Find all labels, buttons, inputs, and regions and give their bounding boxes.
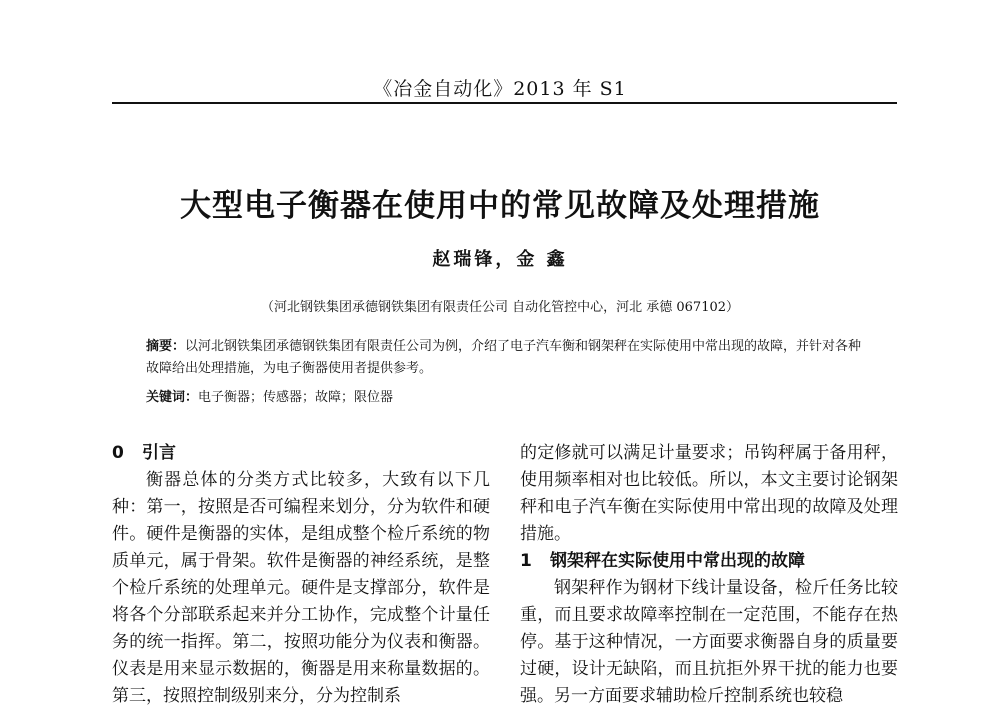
section-1-title: 钢架秤在实际使用中常出现的故障	[550, 551, 805, 571]
intro-paragraph: 衡器总体的分类方式比较多，大致有以下几种：第一，按照是否可编程来划分，分为软件和硬件。硬件是衡器的实体，是组成整个检斤系统的物质单元，属于骨架。软件是衡器的神经系统，是整个检斤系统的处理单元。硬件是支撑部分，软件是将各个分部联系起来并分工协作，完成整个计量任务的统一指挥。第二，按照功能分为仪表和衡器。仪表是用来显示数据的，衡器是用来称量数据的。第三，按照控制级别来分，分为控制系	[112, 470, 490, 706]
abstract-text: 以河北钢铁集团承德钢铁集团有限责任公司为例，介绍了电子汽车衡和钢架秤在实际使用中常出现的故障，并针对各种故障给出处理措施，为电子衡器使用者提供参考。	[146, 339, 862, 376]
section-0-heading	[112, 440, 490, 467]
right-column	[520, 440, 898, 710]
section-0-number: 0	[112, 443, 124, 463]
running-head: 《冶金自动化》2013 年 S1	[373, 78, 627, 100]
left-column	[112, 440, 490, 710]
keywords-label: 关键词：	[146, 390, 199, 405]
article-title: 大型电子衡器在使用中的常见故障及处理措施	[180, 188, 820, 224]
keywords	[146, 386, 874, 405]
continued-paragraph: 的定修就可以满足计量要求；吊钩秤属于备用秤，使用频率相对也比较低。所以，本文主要讨论钢架秤和电子汽车衡在实际使用中常出现的故障及处理措施。	[520, 443, 898, 544]
abstract-label: 摘要：	[146, 339, 186, 354]
article-authors: 赵瑞锋，金 鑫	[432, 249, 568, 270]
article-affiliation: （河北钢铁集团承德钢铁集团有限责任公司 自动化管控中心，河北 承德 067102）	[260, 300, 740, 315]
keywords-text: 电子衡器；传感器；故障；限位器	[198, 390, 394, 405]
section-0-title: 引言	[142, 443, 176, 463]
section-1-paragraph: 钢架秤作为钢材下线计量设备，检斤任务比较重，而且要求故障率控制在一定范围，不能存在热停。基于这种情况，一方面要求衡器自身的质量要过硬，设计无缺陷，而且抗拒外界干扰的能力也要强。另一方面要求辅助检斤控制系统也较稳	[520, 578, 898, 706]
header-rule	[112, 102, 897, 104]
section-1-heading	[520, 548, 898, 575]
abstract	[146, 336, 874, 380]
section-1-number: 1	[520, 551, 532, 571]
